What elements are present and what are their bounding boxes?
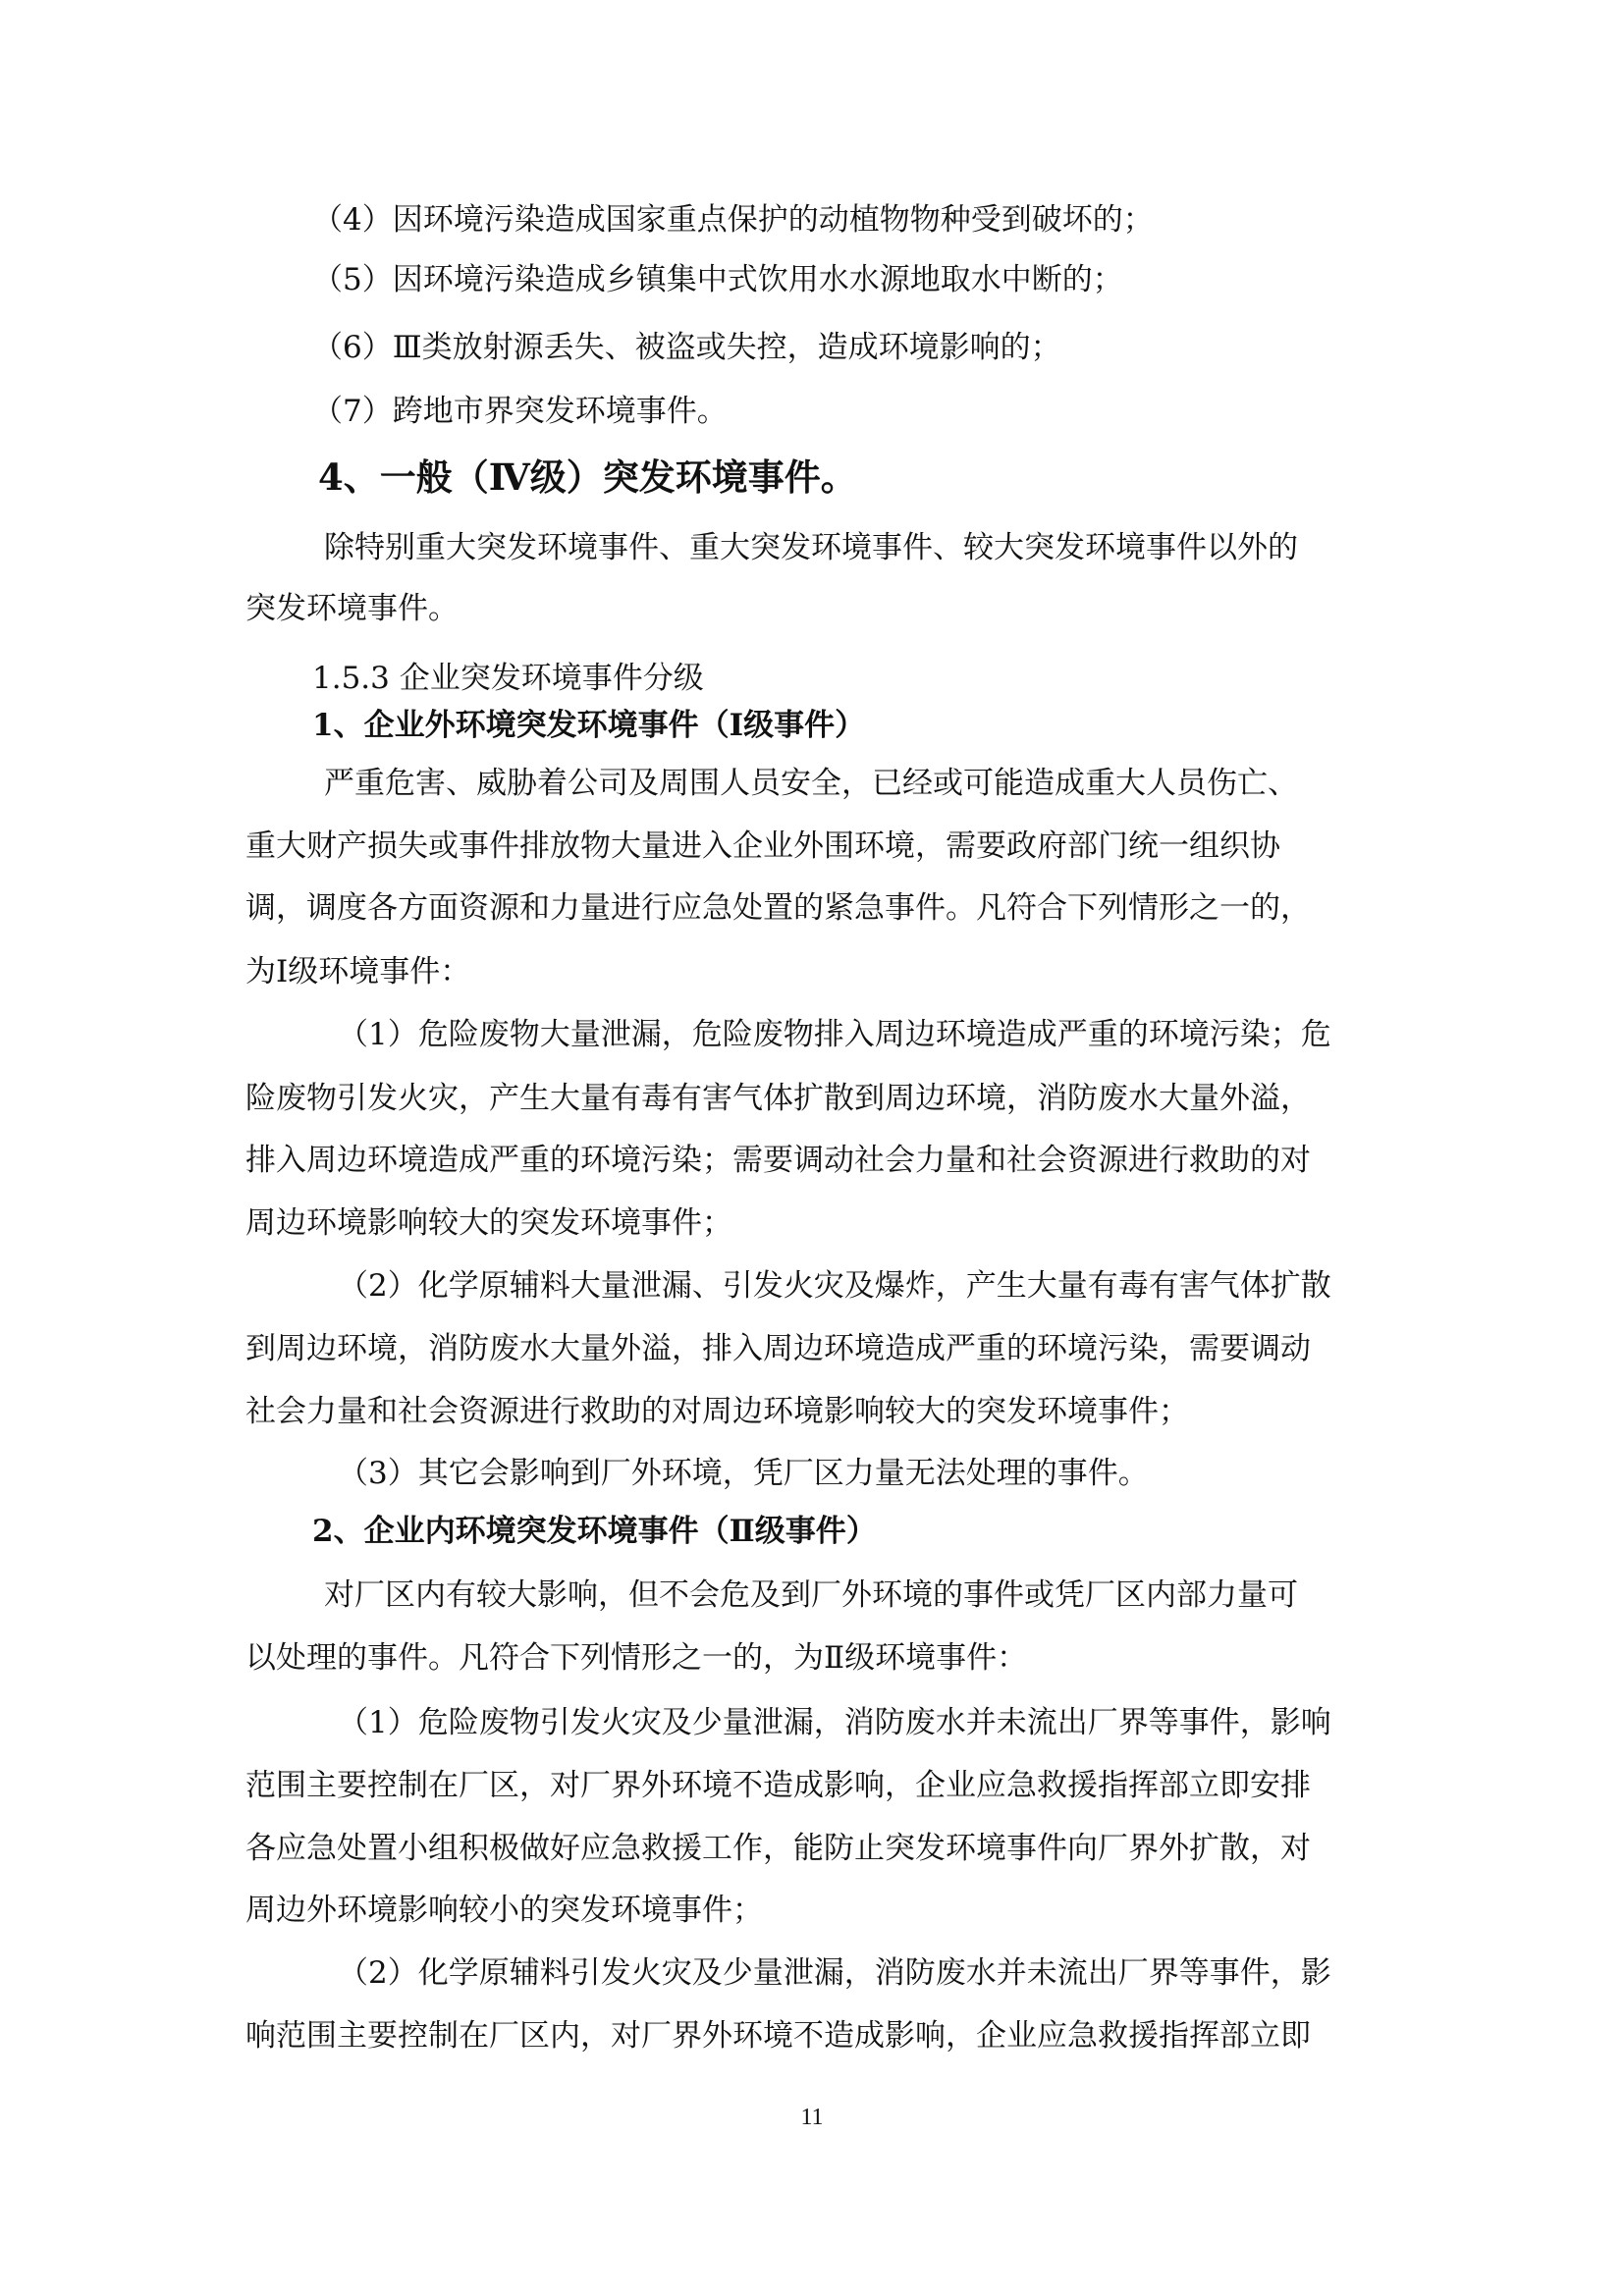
paragraph-line: 对厂区内有较大影响，但不会危及到厂外环境的事件或凭厂区内部力量可 <box>324 1577 1298 1613</box>
list-item: （4）因环境污染造成国家重点保护的动植物物种受到破坏的； <box>312 202 1154 238</box>
paragraph-line: 社会力量和社会资源进行救助的对周边环境影响较大的突发环境事件； <box>245 1394 1189 1429</box>
subheading: 1、企业外环境突发环境事件（Ⅰ级事件） <box>312 708 866 743</box>
paragraph-line: 周边外环境影响较小的突发环境事件； <box>245 1893 763 1928</box>
subsection-title: 1.5.3 企业突发环境事件分级 <box>312 661 704 696</box>
paragraph-line: 以处理的事件。凡符合下列情形之一的，为Ⅱ级环境事件： <box>245 1640 1028 1676</box>
paragraph-line: 为Ⅰ级环境事件： <box>245 954 471 989</box>
list-item: （5）因环境污染造成乡镇集中式饮用水水源地取水中断的； <box>312 262 1123 297</box>
paragraph-line: （1）危险废物大量泄漏，危险废物排入周边环境造成严重的环境污染；危 <box>338 1017 1331 1052</box>
paragraph-line: 排入周边环境造成严重的环境污染；需要调动社会力量和社会资源进行救助的对 <box>245 1143 1311 1178</box>
paragraph-line: （2）化学原辅料大量泄漏、引发火灾及爆炸，产生大量有毒有害气体扩散 <box>338 1268 1331 1304</box>
paragraph-line: （1）危险废物引发火灾及少量泄漏，消防废水并未流出厂界等事件，影响 <box>338 1705 1331 1740</box>
paragraph-line: 险废物引发火灾，产生大量有毒有害气体扩散到周边环境，消防废水大量外溢， <box>245 1081 1311 1116</box>
paragraph-line: 周边环境影响较大的突发环境事件； <box>245 1205 732 1241</box>
paragraph-line: 响范围主要控制在厂区内，对厂界外环境不造成影响，企业应急救援指挥部立即 <box>245 2018 1311 2054</box>
paragraph-line: 重大财产损失或事件排放物大量进入企业外围环境，需要政府部门统一组织协 <box>245 828 1280 864</box>
list-item: （7）跨地市界突发环境事件。 <box>312 394 728 429</box>
paragraph-line: 范围主要控制在厂区，对厂界外环境不造成影响，企业应急救援指挥部立即安排 <box>245 1768 1311 1803</box>
paragraph-line: 到周边环境，消防废水大量外溢，排入周边环境造成严重的环境污染，需要调动 <box>245 1331 1311 1366</box>
paragraph-line: 各应急处置小组积极做好应急救援工作，能防止突发环境事件向厂界外扩散，对 <box>245 1831 1311 1866</box>
subheading: 2、企业内环境突发环境事件（Ⅱ级事件） <box>312 1514 877 1549</box>
paragraph-line: （3）其它会影响到厂外环境，凭厂区力量无法处理的事件。 <box>338 1456 1149 1491</box>
paragraph-line: 调，调度各方面资源和力量进行应急处置的紧急事件。凡符合下列情形之一的， <box>245 890 1311 926</box>
paragraph-line: 突发环境事件。 <box>245 591 459 626</box>
paragraph-line: （2）化学原辅料引发火灾及少量泄漏，消防废水并未流出厂界等事件，影 <box>338 1955 1331 1991</box>
paragraph-line: 严重危害、威胁着公司及周围人员安全，已经或可能造成重大人员伤亡、 <box>324 766 1298 801</box>
list-item: （6）Ⅲ类放射源丢失、被盗或失控，造成环境影响的； <box>312 330 1061 365</box>
page-number: 11 <box>800 2105 824 2130</box>
paragraph-line: 除特别重大突发环境事件、重大突发环境事件、较大突发环境事件以外的 <box>324 530 1298 565</box>
section-heading: 4、一般（Ⅳ级）突发环境事件。 <box>318 455 857 499</box>
